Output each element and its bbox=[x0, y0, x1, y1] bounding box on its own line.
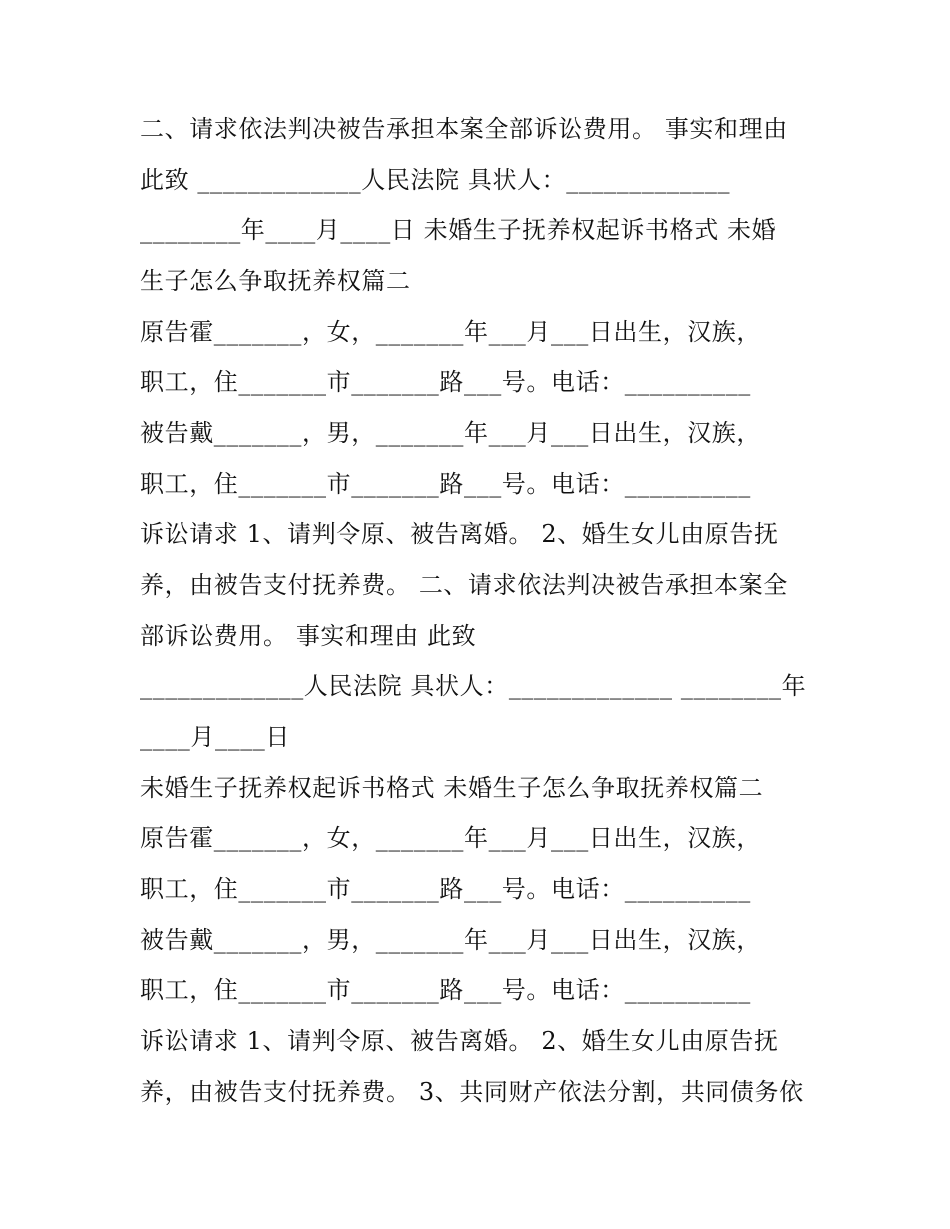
text-line: 职工，住_______市_______路___号。电话：__________ bbox=[140, 875, 751, 903]
text-line: 此致 _____________人民法院 具状人：_____________ bbox=[140, 166, 731, 194]
text-line: 养，由被告支付抚养费。 3、共同财产依法分割，共同债务依 bbox=[140, 1078, 804, 1106]
text-line: 养，由被告支付抚养费。 二、请求依法判决被告承担本案全 bbox=[140, 571, 788, 599]
text-line: _____________人民法院 具状人：_____________ ________年 bbox=[140, 672, 807, 700]
text-line: 原告霍_______，女，_______年___月___日出生，汉族， bbox=[140, 318, 761, 346]
text-line: 诉讼请求 1、请判令原、被告离婚。 2、婚生女儿由原告抚 bbox=[140, 520, 779, 548]
text-line: 二、请求依法判决被告承担本案全部诉讼费用。 事实和理由 bbox=[140, 115, 788, 143]
text-line: 未婚生子抚养权起诉书格式 未婚生子怎么争取抚养权篇二 bbox=[140, 774, 764, 802]
text-line: 职工，住_______市_______路___号。电话：__________ bbox=[140, 368, 751, 396]
text-line: 被告戴_______，男，_______年___月___日出生，汉族， bbox=[140, 419, 761, 447]
text-line: 部诉讼费用。 事实和理由 此致 bbox=[140, 622, 477, 650]
text-line: ____月____日 bbox=[140, 723, 290, 751]
text-line: 职工，住_______市_______路___号。电话：__________ bbox=[140, 470, 751, 498]
text-line: 职工，住_______市_______路___号。电话：__________ bbox=[140, 976, 751, 1004]
text-line: 生子怎么争取抚养权篇二 bbox=[140, 267, 411, 295]
text-line: 被告戴_______，男，_______年___月___日出生，汉族， bbox=[140, 926, 761, 954]
text-line: 原告霍_______，女，_______年___月___日出生，汉族， bbox=[140, 824, 761, 852]
text-line: ________年____月____日 未婚生子抚养权起诉书格式 未婚 bbox=[140, 216, 777, 244]
text-line: 诉讼请求 1、请判令原、被告离婚。 2、婚生女儿由原告抚 bbox=[140, 1027, 779, 1055]
